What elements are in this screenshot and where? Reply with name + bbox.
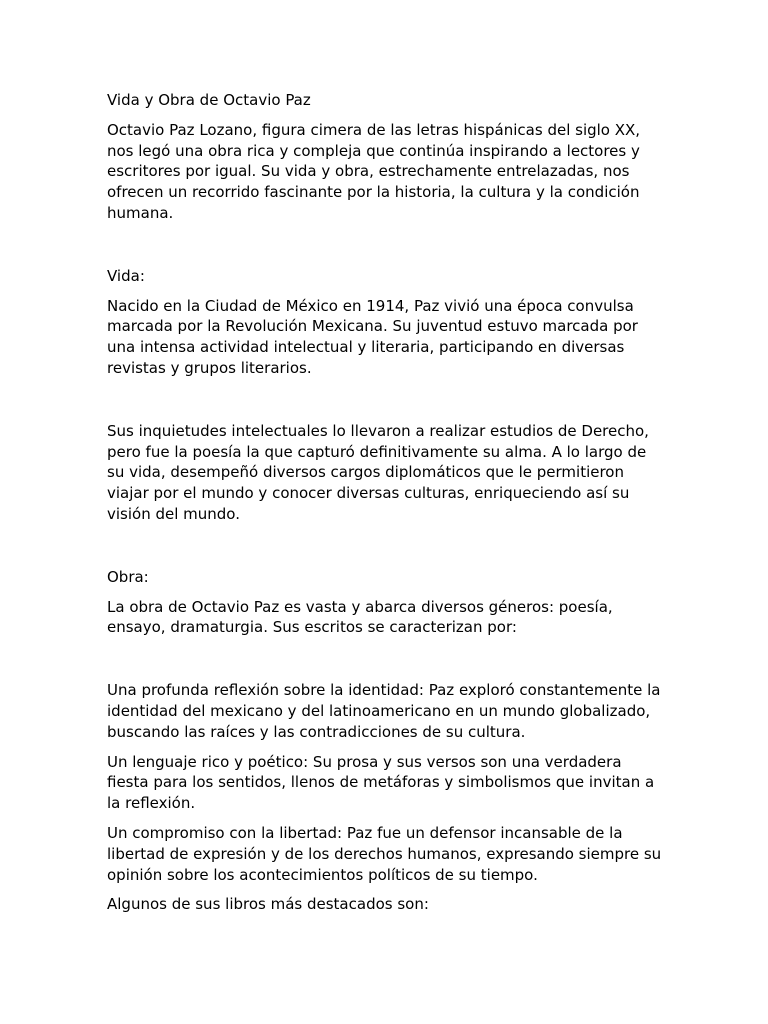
obra-heading: Obra: — [107, 567, 149, 586]
obra-item-libertad: Un compromiso con la libertad: Paz fue un defensor incansable de la libertad de expresión y de los derechos humanos, expresando siempre su opinión sobre los acontecimientos políticos de su tiempo. — [107, 823, 662, 884]
vida-heading: Vida: — [107, 266, 145, 285]
intro-paragraph: Octavio Paz Lozano, figura cimera de las letras hispánicas del siglo XX, nos legó una obra rica y compleja que continúa inspirando a lectores y escritores por igual. Su vida y obra, estrechamente entrelazadas, nos ofrecen un recorrido fascinante por la historia, la cultura y la condición humana. — [107, 120, 641, 222]
obra-item-lenguaje: Un lenguaje rico y poético: Su prosa y sus versos son una verdadera fiesta para los sentidos, llenos de metáforas y simbolismos que invitan a la reflexión. — [107, 752, 655, 813]
vida-paragraph-2: Sus inquietudes intelectuales lo llevaron a realizar estudios de Derecho, pero fue la poesía la que capturó definitivamente su alma. A lo largo de su vida, desempeñó diversos cargos diplomáticos que le permitieron viajar por el mundo y conocer diversas culturas, enriqueciendo así su visión del mundo. — [107, 421, 649, 523]
document-page — [107, 90, 667, 915]
obra-item-identidad: Una profunda reflexión sobre la identidad: Paz exploró constantemente la identidad del mexicano y del latinoamericano en un mundo globalizado, buscando las raíces y las contradicciones de su cultura. — [107, 681, 661, 741]
vida-paragraph-1: Nacido en la Ciudad de México en 1914, Paz vivió una época convulsa marcada por la Revolución Mexicana. Su juventud estuvo marcada por una intensa actividad intelectual y literaria, participando en diversas revistas y grupos literarios. — [107, 296, 638, 377]
obra-intro-paragraph: La obra de Octavio Paz es vasta y abarca diversos géneros: poesía, ensayo, dramaturgia. Sus escritos se caracterizan por: — [107, 597, 613, 637]
document-title: Vida y Obra de Octavio Paz — [107, 91, 311, 109]
libros-intro: Algunos de sus libros más destacados son: — [107, 895, 429, 914]
